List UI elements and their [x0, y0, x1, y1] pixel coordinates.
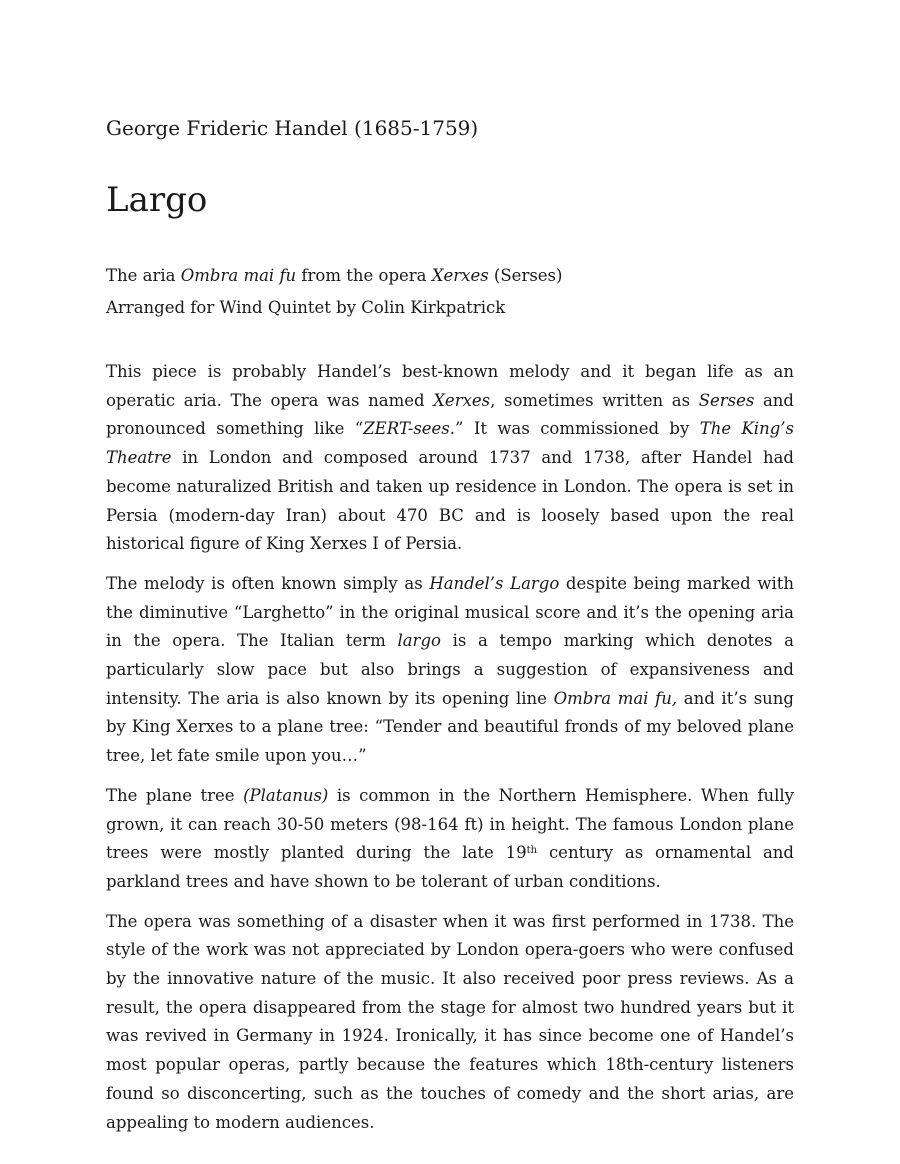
paragraph-text: This piece is probably Handel’s best-known melody and it began life as an operatic aria. The opera was named: [106, 362, 794, 410]
paragraph-text: is common in the Northern Hemisphere. When fully grown, it can reach 30-50 meters (98-164 ft) in height. The famous London plane trees were mostly planted during the late 19: [106, 785, 794, 863]
paragraph-2: [106, 570, 794, 771]
paragraph-text: .” It was commissioned by: [449, 419, 700, 439]
subtitle-text: from the opera: [296, 266, 432, 285]
paragraph-text: despite being marked with the diminutive “Larghetto” in the original musical score and it’s the opening aria in the opera. The Italian term: [106, 573, 795, 651]
paragraph-3: [106, 782, 794, 897]
opera-name: Xerxes: [431, 266, 489, 285]
subtitle-text: (Serses): [488, 266, 563, 285]
page-title: Largo: [106, 180, 208, 220]
paragraph-text: and pronounced something like “: [106, 390, 794, 439]
paragraph-text: in London and composed around 1737 and 1738, after Handel had become naturalized British and taken up residence in London. The opera is set in Persia (modern-day Iran) about 470 BC and is loosely based upon the real historical figure of King Xerxes I of Persia.: [106, 448, 794, 554]
italic-text: largo: [397, 631, 441, 651]
subtitle-aria-line: [106, 266, 562, 286]
paragraph-text: century as ornamental and parkland trees and have shown to be tolerant of urban conditions.: [106, 843, 794, 891]
paragraph-1: [106, 358, 794, 559]
composer-heading: George Frideric Handel (1685-1759): [106, 116, 479, 140]
paragraph-4: The opera was something of a disaster when it was first performed in 1738. The style of the work was not appreciated by London opera-goers who were confused by the innovative nature of the music. It also received poor press reviews. As a result, the opera disappeared from the stage for almost two hundred years but it was revived in Germany in 1924. Ironically, it has since become one of Handel’s most popular operas, partly because the features which 18th-century listeners found so disconcerting, such as the touches of comedy and the short arias, are appealing to modern audiences.: [106, 911, 794, 1132]
paragraph-text: , sometimes written as: [490, 390, 699, 410]
paragraph-text: and it’s sung by King Xerxes to a plane tree: “Tender and beautiful fronds of my beloved plane tree, let fate smile upon you…”: [106, 688, 794, 766]
paragraph-text: is a tempo marking which denotes a particularly slow pace but also brings a suggestion of expansiveness and intensity. The aria is also known by its opening line: [106, 631, 794, 708]
italic-text: The King’s Theatre: [106, 419, 794, 468]
superscript-ordinal: th: [526, 845, 538, 857]
italic-text: Ombra mai fu,: [553, 688, 678, 708]
italic-text: ZERT-sees: [363, 419, 450, 439]
paragraph-text: The plane tree: [106, 785, 244, 805]
body-text: [106, 358, 794, 1148]
paragraph-text: The melody is often known simply as: [106, 573, 430, 593]
subtitle-arranger-line: Arranged for Wind Quintet by Colin Kirkpatrick: [106, 298, 506, 317]
aria-name: Ombra mai fu: [180, 266, 297, 285]
italic-text: (Platanus): [243, 785, 329, 805]
italic-text: Serses: [698, 390, 755, 410]
italic-text: Handel’s Largo: [429, 573, 560, 593]
italic-text: Xerxes: [433, 390, 491, 410]
subtitle-text: The aria: [106, 266, 181, 285]
